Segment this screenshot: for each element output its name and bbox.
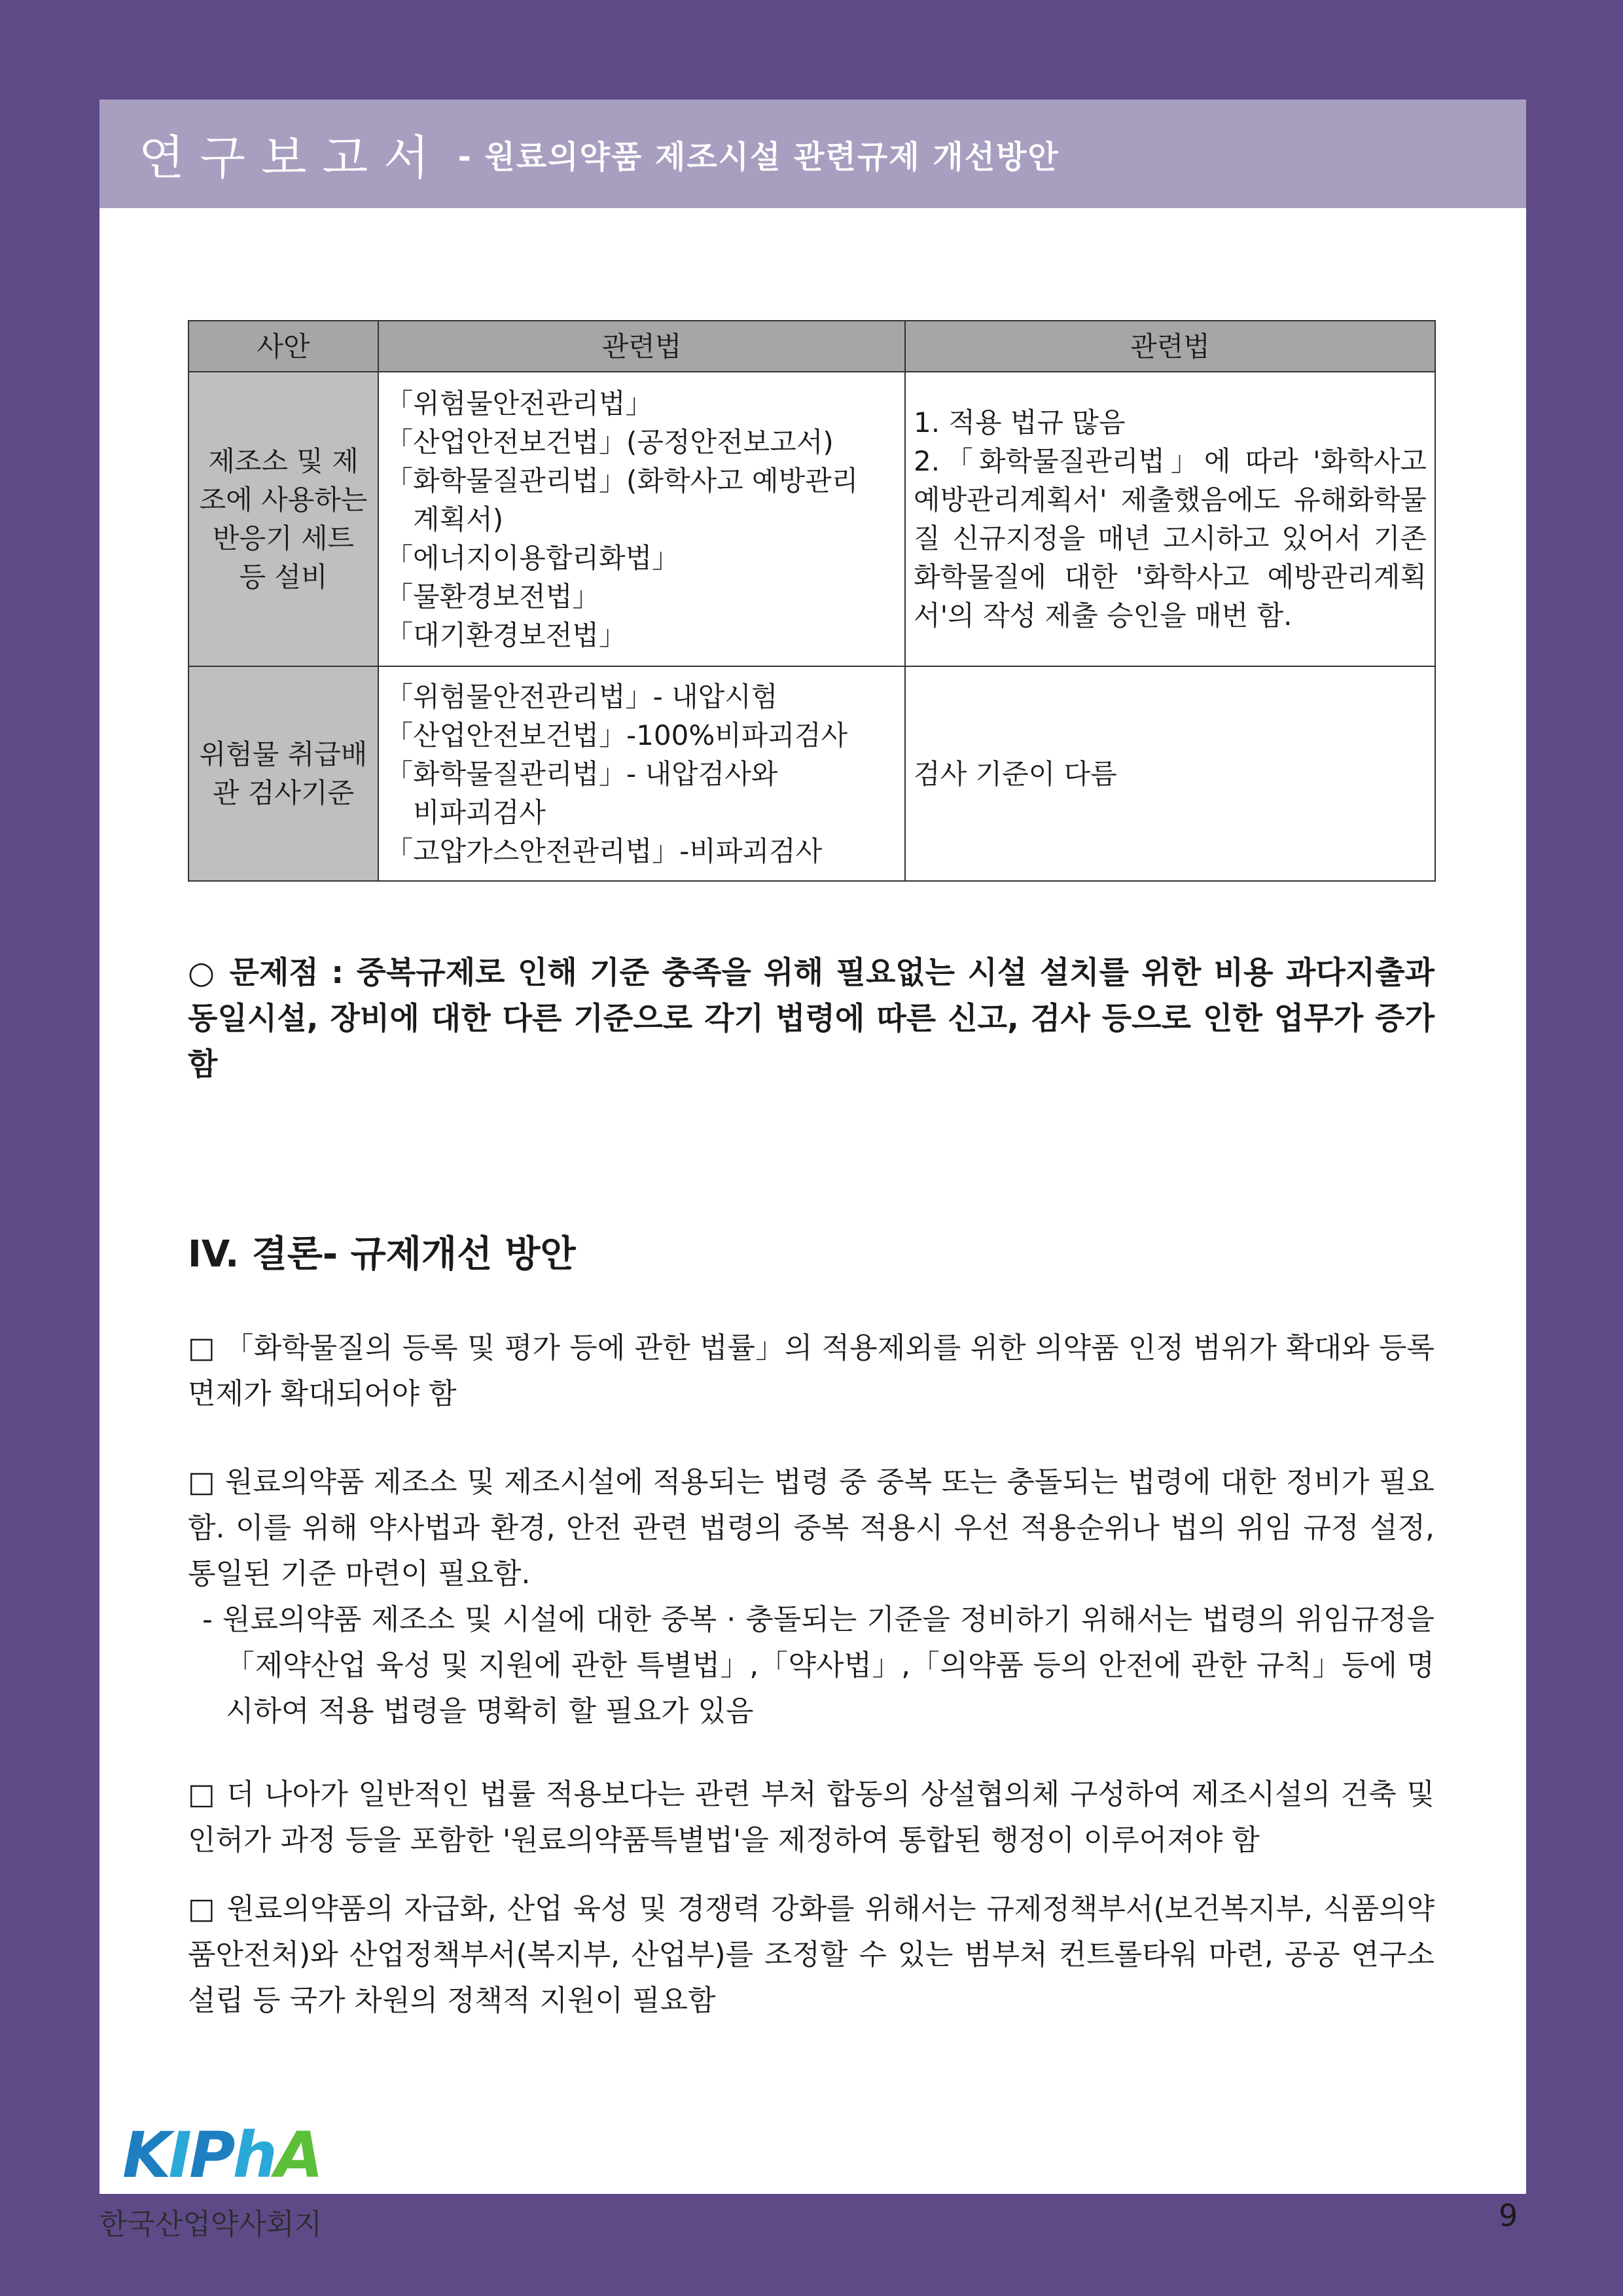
law-item: 「에너지이용합리화법」: [385, 541, 680, 574]
laws-cell: [378, 372, 905, 666]
note-item: 2.「화학물질관리법」에 따라 '화학사고 예방관리계획서' 제출했음에도 유해화학물질 신규지정을 매년 고시하고 있어서 기존 화학물질에 대한 '화학사고 예방관리계획서'의 작성 제출 승인을 매번 함.: [914, 445, 1427, 632]
conclusion-paragraph-4: □ 원료의약품의 자급화, 산업 육성 및 경쟁력 강화를 위해서는 규제정책부서(보건복지부, 식품의약품안전처)와 산업정책부서(복지부, 산업부)를 조정할 수 있는 범부처 컨트롤타워 마련, 공공 연구소 설립 등 국가 차원의 정책적 지원이 필요함: [188, 1892, 1435, 2017]
problem-statement: ○ 문제점 : 중복규제로 인해 기준 충족을 위해 필요없는 시설 설치를 위한 비용 과다지출과 동일시설, 장비에 대한 다른 기준으로 각기 법령에 따른 신고, 검사 등으로 인한 업무가 증가함: [188, 955, 1435, 1083]
issue-cell: 제조소 및 제조에 사용하는 반응기 세트 등 설비: [188, 372, 378, 666]
law-item: 계획서): [413, 503, 504, 535]
kipha-logo: KIPhA: [122, 2119, 321, 2192]
note-item: 1. 적용 법규 많음: [914, 406, 1126, 439]
conclusion-paragraph-1: □ 「화학물질의 등록 및 평가 등에 관한 법률」의 적용제외를 위한 의약품 인정 범위가 확대와 등록면제가 확대되어야 함: [188, 1331, 1435, 1410]
law-item: 「산업안전보건법」-100%비파괴검사: [385, 719, 848, 751]
conclusion-paragraph-2: [188, 1460, 1435, 1734]
page: [99, 99, 1526, 2194]
law-item: 「물환경보전법」: [385, 580, 600, 613]
table-header-row: [188, 321, 1435, 372]
report-subtitle: - 원료의약품 제조시설 관련규제 개선방안: [457, 138, 1060, 175]
conclusion-paragraph-3: □ 더 나아가 일반적인 법률 적용보다는 관련 부처 합동의 상설협의체 구성하여 제조시설의 건축 및 인허가 과정 등을 포함한 '원료의약품특별법'을 제정하여 통합된 행정이 이루어져야 함: [188, 1778, 1435, 1857]
table-row: [188, 666, 1435, 881]
column-header-notes: 관련법: [905, 321, 1435, 372]
law-item: 「화학물질관리법」- 내압검사와: [385, 757, 778, 790]
law-item: 비파괴검사: [413, 796, 546, 829]
table-row: [188, 372, 1435, 666]
law-item: 「대기환경보전법」: [385, 619, 627, 651]
law-item: 「위험물안전관리법」: [385, 387, 653, 420]
paragraph-text: □ 원료의약품 제조소 및 제조시설에 적용되는 법령 중 중복 또는 충돌되는 법령에 대한 정비가 필요함. 이를 위해 약사법과 환경, 안전 관련 법령의 중복 적용시 우선 적용순위나 법의 위임 규정 설정, 통일된 기준 마련이 필요함.: [188, 1465, 1435, 1590]
paragraph-subpoint: - 원료의약품 제조소 및 시설에 대한 중복 · 충돌되는 기준을 정비하기 위해서는 법령의 위임규정을「제약산업 육성 및 지원에 관한 특별법」,「약사법」,「의약품 등의 안전에 관한 규칙」등에 명시하여 적용 법령을 명확히 할 필요가 있음: [202, 1603, 1435, 1728]
header-band: [99, 99, 1526, 208]
column-header-issue: 사안: [188, 321, 378, 372]
column-header-laws: 관련법: [378, 321, 905, 372]
note-item: 검사 기준이 다름: [914, 757, 1117, 790]
regulation-table: [188, 320, 1436, 882]
issue-cell: 위험물 취급배관 검사기준: [188, 666, 378, 881]
law-item: 「위험물안전관리법」- 내압시험: [385, 680, 778, 713]
report-title: 연구보고서: [139, 130, 445, 185]
section-heading: IV. 결론- 규제개선 방안: [188, 1233, 576, 1276]
law-item: 「화학물질관리법」(화학사고 예방관리: [385, 464, 859, 497]
law-item: 「고압가스안전관리법」-비파괴검사: [385, 834, 823, 867]
laws-cell: [378, 666, 905, 881]
footer-org-name: 한국산업약사회지: [99, 2208, 323, 2241]
page-number: 9: [1499, 2198, 1518, 2233]
law-item: 「산업안전보건법」(공정안전보고서): [385, 425, 834, 458]
notes-cell: [905, 666, 1435, 881]
notes-cell: [905, 372, 1435, 666]
